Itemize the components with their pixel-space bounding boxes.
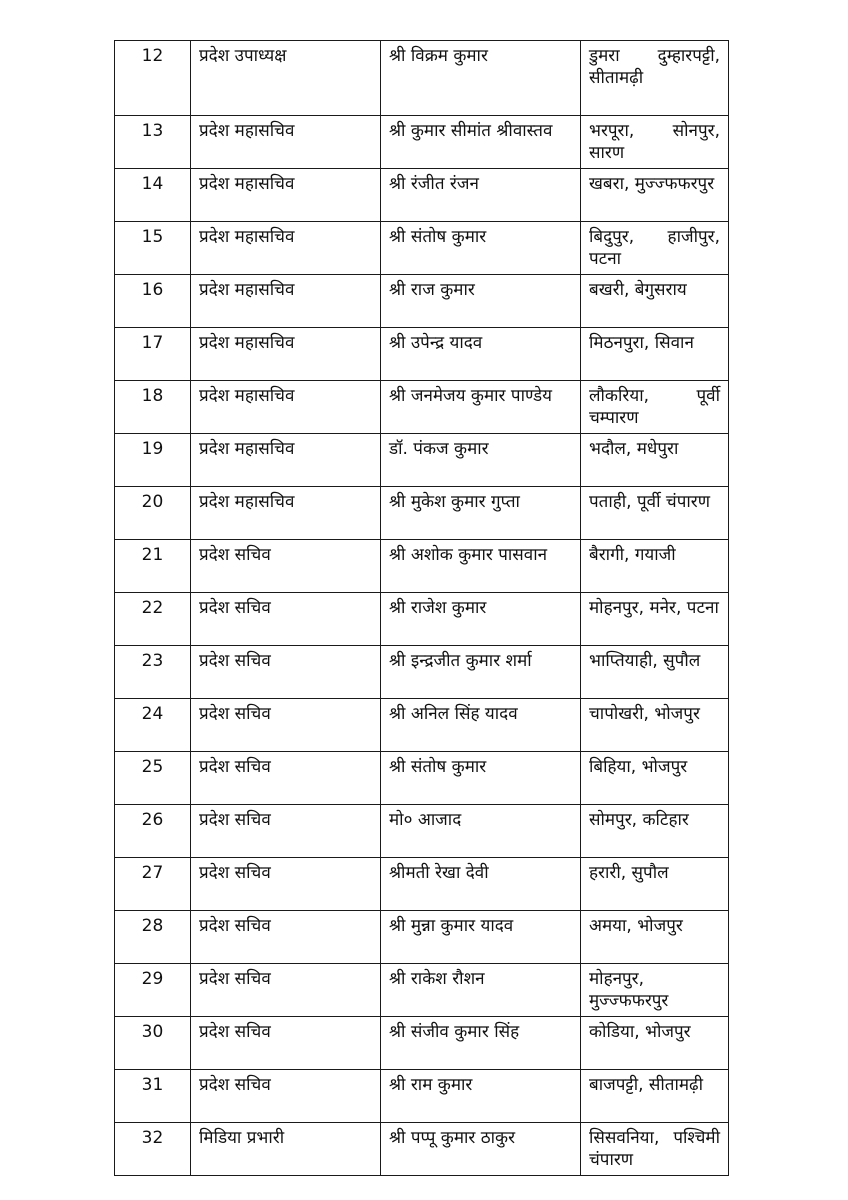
serial-number: 31 xyxy=(115,1070,191,1123)
place-cell: खबरा, मुज्ज्फफरपुर xyxy=(581,169,729,222)
post-cell: मिडिया प्रभारी xyxy=(191,1123,381,1176)
place-cell: मोहनपुर, मुज्ज्फफरपुर xyxy=(581,964,729,1017)
table-row xyxy=(115,116,729,169)
name-cell: डॉ. पंकज कुमार xyxy=(381,434,581,487)
serial-number: 29 xyxy=(115,964,191,1017)
serial-number: 27 xyxy=(115,858,191,911)
table-row xyxy=(115,328,729,381)
serial-number: 24 xyxy=(115,699,191,752)
post-cell: प्रदेश सचिव xyxy=(191,646,381,699)
serial-number: 21 xyxy=(115,540,191,593)
name-cell: श्री विक्रम कुमार xyxy=(381,41,581,116)
table-row xyxy=(115,169,729,222)
place-cell: पताही, पूर्वी चंपारण xyxy=(581,487,729,540)
post-cell: प्रदेश महासचिव xyxy=(191,381,381,434)
name-cell: श्री अनिल सिंह यादव xyxy=(381,699,581,752)
table-row xyxy=(115,487,729,540)
table-row xyxy=(115,222,729,275)
serial-number: 16 xyxy=(115,275,191,328)
serial-number: 22 xyxy=(115,593,191,646)
post-cell: प्रदेश सचिव xyxy=(191,1017,381,1070)
place-cell: बैरागी, गयाजी xyxy=(581,540,729,593)
place-cell: लौकरिया, पूर्वी चम्पारण xyxy=(581,381,729,434)
place-cell: मोहनपुर, मनेर, पटना xyxy=(581,593,729,646)
name-cell: श्री मुन्ना कुमार यादव xyxy=(381,911,581,964)
name-cell: श्री उपेन्द्र यादव xyxy=(381,328,581,381)
serial-number: 25 xyxy=(115,752,191,805)
table-row xyxy=(115,434,729,487)
name-cell: श्री जनमेजय कुमार पाण्डेय xyxy=(381,381,581,434)
name-cell: श्री संजीव कुमार सिंह xyxy=(381,1017,581,1070)
table-row xyxy=(115,593,729,646)
place-cell: बिदुपुर, हाजीपुर, पटना xyxy=(581,222,729,275)
post-cell: प्रदेश महासचिव xyxy=(191,487,381,540)
post-cell: प्रदेश महासचिव xyxy=(191,169,381,222)
table-row xyxy=(115,964,729,1017)
name-cell: श्री राजेश कुमार xyxy=(381,593,581,646)
post-cell: प्रदेश सचिव xyxy=(191,858,381,911)
serial-number: 14 xyxy=(115,169,191,222)
post-cell: प्रदेश महासचिव xyxy=(191,116,381,169)
place-cell: अमया, भोजपुर xyxy=(581,911,729,964)
post-cell: प्रदेश सचिव xyxy=(191,752,381,805)
place-cell: बिहिया, भोजपुर xyxy=(581,752,729,805)
place-cell: भाप्तियाही, सुपौल xyxy=(581,646,729,699)
post-cell: प्रदेश सचिव xyxy=(191,1070,381,1123)
table-row xyxy=(115,805,729,858)
post-cell: प्रदेश सचिव xyxy=(191,805,381,858)
place-cell: डुमरा दुम्हारपट्टी, सीतामढ़ी xyxy=(581,41,729,116)
name-cell: मो० आजाद xyxy=(381,805,581,858)
serial-number: 19 xyxy=(115,434,191,487)
name-cell: श्रीमती रेखा देवी xyxy=(381,858,581,911)
name-cell: श्री मुकेश कुमार गुप्ता xyxy=(381,487,581,540)
place-cell: हरारी, सुपौल xyxy=(581,858,729,911)
place-cell: मिठनपुरा, सिवान xyxy=(581,328,729,381)
table-row xyxy=(115,1017,729,1070)
table-row xyxy=(115,646,729,699)
table-row xyxy=(115,41,729,116)
table-row xyxy=(115,275,729,328)
name-cell: श्री अशोक कुमार पासवान xyxy=(381,540,581,593)
name-cell: श्री संतोष कुमार xyxy=(381,222,581,275)
name-cell: श्री राज कुमार xyxy=(381,275,581,328)
name-cell: श्री इन्द्रजीत कुमार शर्मा xyxy=(381,646,581,699)
serial-number: 18 xyxy=(115,381,191,434)
serial-number: 30 xyxy=(115,1017,191,1070)
table-row xyxy=(115,858,729,911)
name-cell: श्री राम कुमार xyxy=(381,1070,581,1123)
post-cell: प्रदेश सचिव xyxy=(191,911,381,964)
place-cell: कोडिया, भोजपुर xyxy=(581,1017,729,1070)
name-cell: श्री राकेश रौशन xyxy=(381,964,581,1017)
name-cell: श्री पप्पू कुमार ठाकुर xyxy=(381,1123,581,1176)
table-row xyxy=(115,540,729,593)
place-cell: बाजपट्टी, सीतामढ़ी xyxy=(581,1070,729,1123)
table-row xyxy=(115,1123,729,1176)
post-cell: प्रदेश महासचिव xyxy=(191,328,381,381)
place-cell: भरपूरा, सोनपुर, सारण xyxy=(581,116,729,169)
table-row xyxy=(115,699,729,752)
name-cell: श्री संतोष कुमार xyxy=(381,752,581,805)
serial-number: 32 xyxy=(115,1123,191,1176)
table-row xyxy=(115,752,729,805)
post-cell: प्रदेश महासचिव xyxy=(191,275,381,328)
serial-number: 23 xyxy=(115,646,191,699)
place-cell: सोमपुर, कटिहार xyxy=(581,805,729,858)
document-page xyxy=(114,40,729,1176)
place-cell: बखरी, बेगुसराय xyxy=(581,275,729,328)
post-cell: प्रदेश उपाध्यक्ष xyxy=(191,41,381,116)
table-row xyxy=(115,911,729,964)
table-row xyxy=(115,381,729,434)
post-cell: प्रदेश सचिव xyxy=(191,699,381,752)
place-cell: भदौल, मधेपुरा xyxy=(581,434,729,487)
name-cell: श्री कुमार सीमांत श्रीवास्तव xyxy=(381,116,581,169)
post-cell: प्रदेश सचिव xyxy=(191,540,381,593)
post-cell: प्रदेश महासचिव xyxy=(191,222,381,275)
serial-number: 26 xyxy=(115,805,191,858)
table-row xyxy=(115,1070,729,1123)
post-cell: प्रदेश महासचिव xyxy=(191,434,381,487)
place-cell: चापोखरी, भोजपुर xyxy=(581,699,729,752)
serial-number: 17 xyxy=(115,328,191,381)
serial-number: 15 xyxy=(115,222,191,275)
serial-number: 12 xyxy=(115,41,191,116)
post-cell: प्रदेश सचिव xyxy=(191,593,381,646)
place-cell: सिसवनिया, पश्चिमी चंपारण xyxy=(581,1123,729,1176)
serial-number: 20 xyxy=(115,487,191,540)
serial-number: 13 xyxy=(115,116,191,169)
serial-number: 28 xyxy=(115,911,191,964)
office-bearers-table xyxy=(114,40,729,1176)
name-cell: श्री रंजीत रंजन xyxy=(381,169,581,222)
post-cell: प्रदेश सचिव xyxy=(191,964,381,1017)
